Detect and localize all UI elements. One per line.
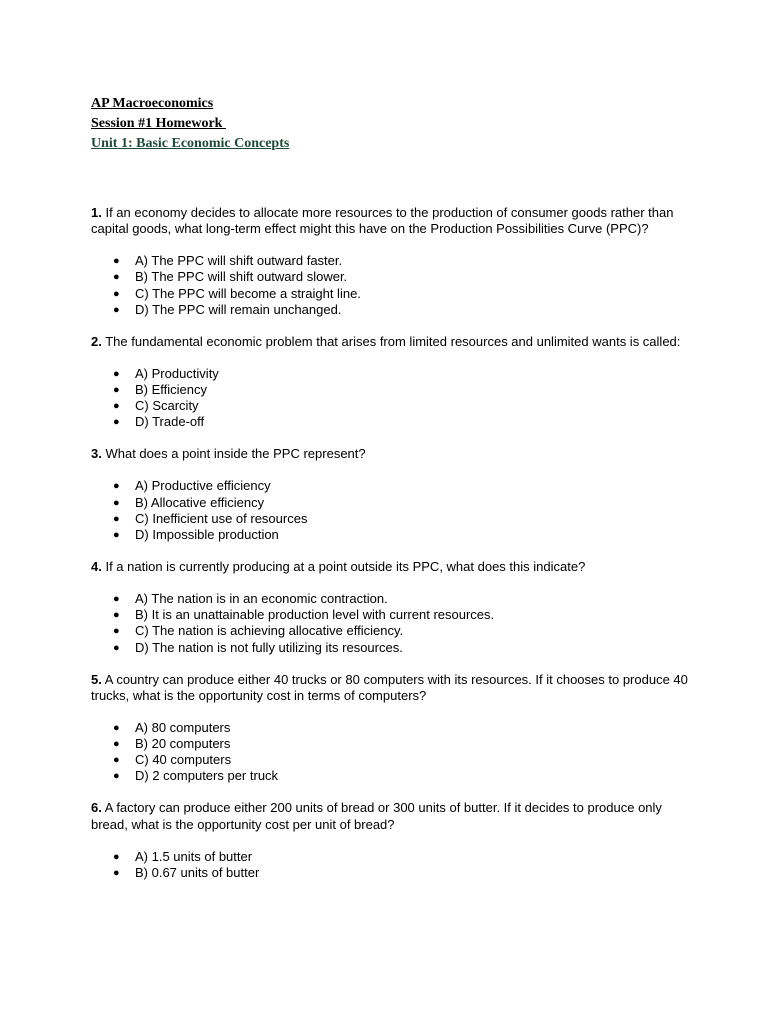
bullet-icon: ● [113, 512, 120, 525]
answer-option-text: A) The PPC will shift outward faster. [135, 253, 343, 269]
answer-option [91, 286, 691, 302]
answer-option-text: B) The PPC will shift outward slower. [135, 269, 348, 285]
answer-option-text: A) The nation is in an economic contraction. [135, 591, 388, 607]
answer-option-text: B) It is an unattainable production level with current resources. [135, 607, 495, 623]
answer-option-text: A) 80 computers [135, 719, 231, 735]
bullet-icon: ● [113, 384, 120, 397]
answer-option [91, 849, 691, 865]
question-text [91, 559, 691, 575]
bullet-icon: ● [113, 593, 120, 606]
answer-option [91, 591, 691, 607]
bullet-icon: ● [113, 850, 120, 863]
question-text [91, 672, 691, 704]
answer-options [91, 253, 691, 318]
question-5 [91, 672, 691, 785]
answer-option-text: A) 1.5 units of butter [135, 848, 253, 864]
bullet-icon: ● [113, 866, 120, 879]
answer-option-text: B) 20 computers [135, 736, 231, 752]
bullet-icon: ● [113, 641, 120, 654]
question-number: 3. [91, 446, 102, 462]
question-4 [91, 559, 691, 656]
answer-option [91, 640, 691, 656]
question-text [91, 446, 691, 462]
question-number: 4. [91, 559, 102, 575]
answer-option [91, 382, 691, 398]
bullet-icon: ● [113, 480, 120, 493]
answer-option [91, 269, 691, 285]
question-number: 6. [91, 800, 102, 816]
answer-options [91, 591, 691, 656]
bullet-icon: ● [113, 754, 120, 767]
answer-option [91, 607, 691, 623]
document-header [91, 94, 289, 154]
bullet-icon: ● [113, 400, 120, 413]
course-title: AP Macroeconomics [91, 96, 214, 111]
answer-option [91, 366, 691, 382]
unit-title: Unit 1: Basic Economic Concepts [91, 136, 290, 151]
answer-option-text: C) The nation is achieving allocative efficiency. [135, 623, 404, 639]
bullet-icon: ● [113, 271, 120, 284]
question-prompt: If a nation is currently producing at a point outside its PPC, what does this indicate? [105, 559, 586, 575]
answer-option [91, 511, 691, 527]
answer-option-text: D) 2 computers per truck [135, 768, 279, 784]
answer-option-text: D) Trade-off [135, 414, 205, 430]
bullet-icon: ● [113, 625, 120, 638]
answer-option [91, 527, 691, 543]
answer-option [91, 768, 691, 784]
question-list [91, 205, 691, 897]
answer-option [91, 865, 691, 881]
answer-options [91, 478, 691, 543]
answer-options [91, 849, 691, 881]
answer-option-text: D) Impossible production [135, 527, 279, 543]
question-prompt: The fundamental economic problem that arises from limited resources and unlimited wants is called: [105, 333, 681, 349]
answer-options [91, 366, 691, 431]
bullet-icon: ● [113, 529, 120, 542]
question-prompt: A country can produce either 40 trucks or 80 computers with its resources. If it chooses to produce 40 trucks, what is the opportunity cost in terms of computers? [91, 671, 688, 703]
bullet-icon: ● [113, 367, 120, 380]
question-2 [91, 334, 691, 431]
question-text [91, 334, 691, 350]
answer-option-text: B) Efficiency [135, 382, 208, 398]
question-number: 5. [91, 671, 102, 687]
question-3 [91, 446, 691, 543]
answer-option [91, 752, 691, 768]
answer-option-text: A) Productivity [135, 365, 219, 381]
answer-option [91, 623, 691, 639]
bullet-icon: ● [113, 287, 120, 300]
question-text [91, 205, 691, 237]
answer-option [91, 478, 691, 494]
answer-option [91, 253, 691, 269]
bullet-icon: ● [113, 303, 120, 316]
answer-option-text: C) Inefficient use of resources [135, 510, 308, 526]
bullet-icon: ● [113, 721, 120, 734]
answer-option-text: D) The PPC will remain unchanged. [135, 301, 342, 317]
answer-option [91, 414, 691, 430]
answer-option [91, 720, 691, 736]
answer-option-text: B) Allocative efficiency [135, 494, 265, 510]
answer-option-text: C) 40 computers [135, 752, 232, 768]
answer-option [91, 302, 691, 318]
bullet-icon: ● [113, 738, 120, 751]
answer-option-text: C) Scarcity [135, 398, 199, 414]
question-prompt: A factory can produce either 200 units of bread or 300 units of butter. If it decides to produce only bread, what is the opportunity cost per unit of bread? [91, 800, 662, 832]
question-1 [91, 205, 691, 318]
bullet-icon: ● [113, 609, 120, 622]
bullet-icon: ● [113, 416, 120, 429]
answer-options [91, 720, 691, 785]
answer-option-text: D) The nation is not fully utilizing its resources. [135, 639, 403, 655]
answer-option [91, 495, 691, 511]
answer-option-text: C) The PPC will become a straight line. [135, 285, 361, 301]
session-title: Session #1 Homework [91, 116, 226, 131]
question-number: 1. [91, 205, 102, 220]
question-text [91, 800, 691, 832]
answer-option [91, 736, 691, 752]
bullet-icon: ● [113, 255, 120, 268]
question-prompt: What does a point inside the PPC represent? [105, 446, 366, 462]
bullet-icon: ● [113, 496, 120, 509]
question-number: 2. [91, 333, 102, 349]
question-6 [91, 800, 691, 881]
answer-option-text: B) 0.67 units of butter [135, 864, 260, 880]
answer-option [91, 398, 691, 414]
answer-option-text: A) Productive efficiency [135, 478, 271, 494]
question-prompt: If an economy decides to allocate more resources to the production of consumer goods rather than capital goods, what long-term effect might this have on the Production Possibilities Curve (PPC)? [91, 205, 674, 237]
bullet-icon: ● [113, 770, 120, 783]
